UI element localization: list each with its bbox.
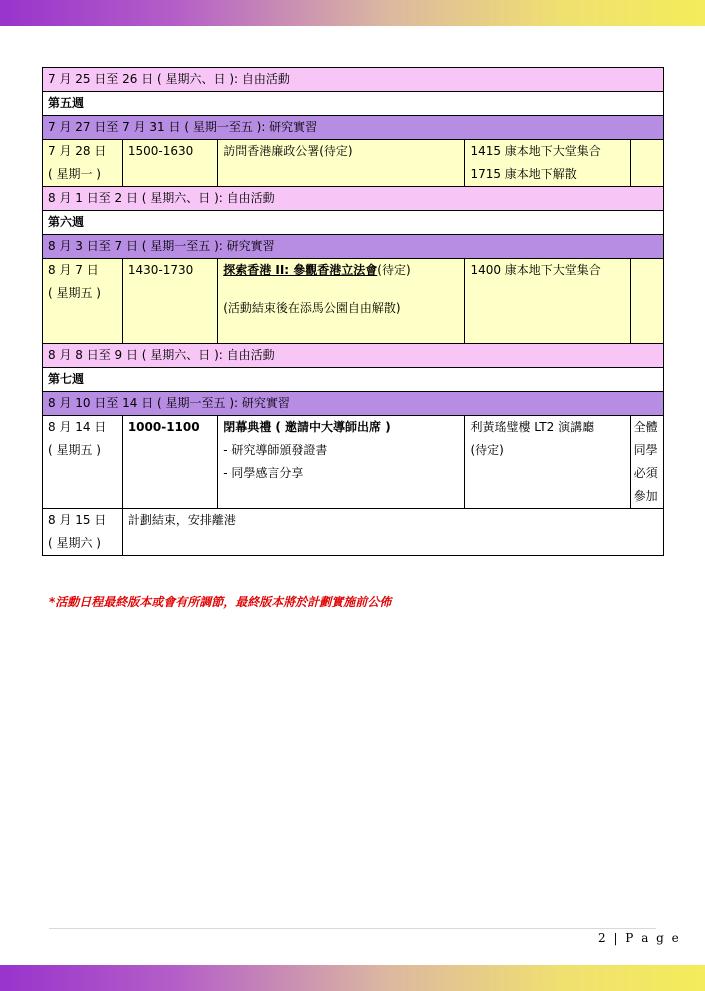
note-text: 同學 <box>633 443 658 457</box>
footer-divider <box>49 928 656 929</box>
note-text: 參加 <box>633 489 658 503</box>
event-date <box>43 140 123 187</box>
week-header-row <box>43 211 664 235</box>
location-text: 利黃瑤璧樓 LT2 演講廳 <box>470 420 595 434</box>
weekday-text: ( 星期五 ) <box>48 443 101 457</box>
week-label: 第七週 <box>43 368 664 392</box>
event-activity: 訪問香港廉政公署(待定) <box>218 140 465 187</box>
research-row <box>43 116 664 140</box>
activity-title: 探索香港 II: 參觀香港立法會 <box>223 263 378 277</box>
row-label: 8 月 1 日至 2 日 ( 星期六、日 ): 自由活動 <box>43 187 664 211</box>
week-header-row <box>43 368 664 392</box>
event-activity <box>218 259 465 344</box>
weekday-text: ( 星期一 ) <box>48 167 101 181</box>
free-activity-row <box>43 68 664 92</box>
event-note <box>630 416 663 509</box>
schedule-table <box>42 67 664 556</box>
date-text: 8 月 15 日 <box>48 513 107 527</box>
location-text: (待定) <box>470 443 504 457</box>
date-text: 7 月 28 日 <box>48 144 107 158</box>
weekday-text: ( 星期六 ) <box>48 536 101 550</box>
event-note <box>630 140 663 187</box>
event-row-legco <box>43 259 664 344</box>
location-text: 1715 康本地下解散 <box>470 167 577 181</box>
location-text: 1415 康本地下大堂集合 <box>470 144 601 158</box>
free-activity-row <box>43 344 664 368</box>
week-label: 第六週 <box>43 211 664 235</box>
research-row <box>43 235 664 259</box>
event-date <box>43 416 123 509</box>
free-activity-row <box>43 187 664 211</box>
event-time: 1430-1730 <box>122 259 217 344</box>
date-text: 8 月 7 日 <box>48 263 99 277</box>
event-location <box>465 140 630 187</box>
row-label: 7 月 25 日至 26 日 ( 星期六、日 ): 自由活動 <box>43 68 664 92</box>
row-label: 7 月 27 日至 7 月 31 日 ( 星期一至五 ): 研究實習 <box>43 116 664 140</box>
event-time: 1500-1630 <box>122 140 217 187</box>
row-label: 8 月 8 日至 9 日 ( 星期六、日 ): 自由活動 <box>43 344 664 368</box>
top-decorative-band <box>0 0 705 26</box>
event-activity: 計劃結束，安排離港 <box>122 509 663 556</box>
event-row-icac <box>43 140 664 187</box>
week-header-row <box>43 92 664 116</box>
note-text: 必須 <box>633 466 658 480</box>
activity-bullet: - 研究導師頒發證書 <box>223 443 328 457</box>
event-activity <box>218 416 465 509</box>
activity-bullet: - 同學感言分享 <box>223 466 304 480</box>
event-note <box>630 259 663 344</box>
schedule-footnote: *活動日程最終版本或會有所調節，最終版本將於計劃實施前公佈 <box>49 595 392 609</box>
page-number: 2 | P a g e <box>598 931 681 945</box>
event-date <box>43 259 123 344</box>
date-text: 8 月 14 日 <box>48 420 107 434</box>
event-location: 1400 康本地下大堂集合 <box>465 259 630 344</box>
row-label: 8 月 10 日至 14 日 ( 星期一至五 ): 研究實習 <box>43 392 664 416</box>
weekday-text: ( 星期五 ) <box>48 286 101 300</box>
event-row-end <box>43 509 664 556</box>
event-time: 1000-1100 <box>122 416 217 509</box>
row-label: 8 月 3 日至 7 日 ( 星期一至五 ): 研究實習 <box>43 235 664 259</box>
event-date <box>43 509 123 556</box>
activity-suffix: (待定) <box>377 263 411 277</box>
week-label: 第五週 <box>43 92 664 116</box>
activity-title: 閉幕典禮 ( 邀請中大導師出席 ) <box>223 420 391 434</box>
research-row <box>43 392 664 416</box>
bottom-decorative-band <box>0 965 705 991</box>
activity-note: (活動結束後在添馬公園自由解散) <box>223 301 401 315</box>
note-text: 全體 <box>633 420 658 434</box>
event-row-closing <box>43 416 664 509</box>
event-location <box>465 416 630 509</box>
